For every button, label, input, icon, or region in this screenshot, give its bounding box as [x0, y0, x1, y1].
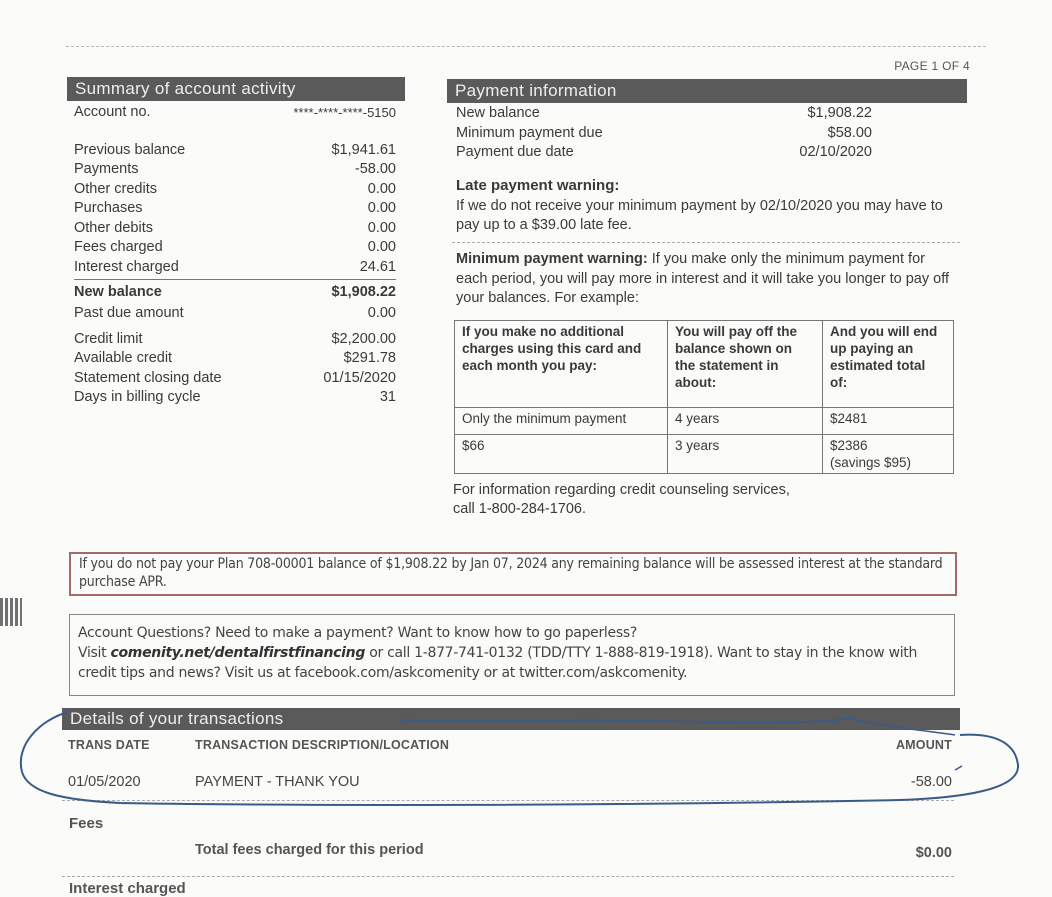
row-value: 0.00	[367, 305, 396, 321]
credit-row	[74, 388, 396, 408]
row-value: $1,908.22	[807, 105, 872, 121]
payment-row	[456, 124, 872, 144]
top-divider	[66, 46, 986, 47]
credit-row	[74, 349, 396, 369]
past-due-row	[74, 304, 396, 324]
row-label: Other debits	[74, 219, 153, 236]
questions-line: Account Questions? Need to make a payment? Want to know how to go paperless?	[78, 625, 637, 641]
row-value: 02/10/2020	[799, 144, 872, 160]
row-label: Previous balance	[74, 141, 186, 158]
row-value: 31	[379, 389, 396, 405]
row-label: Other credits	[74, 180, 157, 197]
visit-label: Visit	[78, 645, 111, 661]
account-value: ****-****-****-5150	[293, 105, 396, 120]
counseling-phone: call 1-800-284-1706.	[453, 501, 587, 517]
table-row	[455, 408, 954, 435]
late-payment-warning	[456, 176, 956, 236]
transactions-header: Details of your transactions	[62, 708, 960, 730]
credit-row	[74, 369, 396, 389]
row-value: 01/15/2020	[323, 369, 396, 386]
summary-row	[74, 160, 396, 180]
credit-counseling-info	[453, 481, 790, 519]
row-label: Purchases	[74, 200, 143, 216]
table-header: If you make no additional charges using this card and each month you pay:	[455, 321, 668, 408]
fees-heading: Fees	[69, 815, 104, 832]
row-label: Minimum payment due	[456, 124, 603, 141]
row-label: Interest charged	[74, 258, 179, 275]
summary-row	[74, 258, 396, 278]
row-value: -58.00	[354, 161, 396, 177]
savings-note: (savings $95)	[830, 455, 912, 470]
payment-row	[456, 104, 872, 124]
payment-row	[456, 143, 872, 163]
credit-row	[74, 330, 396, 350]
account-label: Account no.	[74, 104, 151, 120]
summary-row	[74, 219, 396, 239]
pen-tick-stroke	[955, 766, 962, 770]
row-value: $291.78	[343, 350, 396, 366]
summary-section	[74, 103, 396, 408]
table-cell: 4 years	[668, 408, 823, 435]
row-value: $2,200.00	[331, 330, 396, 347]
row-value: 0.00	[367, 200, 396, 216]
table-cell: 3 years	[668, 435, 823, 474]
row-label: Past due amount	[74, 305, 184, 321]
payment-info-header: Payment information	[447, 79, 967, 103]
interest-heading: Interest charged	[69, 880, 186, 897]
payment-info-section	[456, 104, 872, 163]
counseling-line: For information regarding credit counseling services,	[453, 482, 790, 498]
minimum-payment-warning	[456, 250, 956, 309]
table-header: You will pay off the balance shown on the statement in about:	[668, 321, 823, 408]
row-value: 0.00	[367, 180, 396, 197]
new-balance-row	[74, 279, 396, 304]
divider	[62, 800, 954, 801]
divider	[62, 876, 954, 877]
table-cell: $2481	[823, 408, 954, 435]
transaction-date: 01/05/2020	[68, 774, 141, 790]
row-label: Days in billing cycle	[74, 389, 201, 405]
row-value: $1,908.22	[331, 284, 396, 300]
row-label: New balance	[74, 284, 162, 300]
website-link[interactable]: comenity.net/dentalfirstfinancing	[110, 645, 366, 661]
payoff-estimate-table	[454, 320, 954, 474]
late-warning-title: Late payment warning:	[456, 177, 620, 194]
row-label: Statement closing date	[74, 369, 222, 386]
row-value: 0.00	[367, 239, 396, 255]
total-value: $2386	[830, 438, 868, 453]
min-warning-title: Minimum payment warning:	[456, 251, 648, 267]
plan-balance-notice: If you do not pay your Plan 708-00001 balance of $1,908.22 by Jan 07, 2024 any remaining balance will be assessed interest at the standard purchase APR.	[69, 552, 957, 596]
late-warning-text: If we do not receive your minimum payment by 02/10/2020 you may have to pay up to a $39.00 late fee.	[456, 197, 943, 233]
column-header-description: TRANSACTION DESCRIPTION/LOCATION	[195, 738, 450, 752]
table-row	[455, 435, 954, 474]
summary-header: Summary of account activity	[67, 77, 405, 101]
summary-row	[74, 141, 396, 161]
summary-row	[74, 180, 396, 200]
divider	[452, 242, 960, 243]
table-header-row	[455, 321, 954, 408]
min-warning-text: If you make only the minimum payment for each period, you will pay more in interest and it will take you longer to pay off your balances. For example:	[456, 251, 949, 306]
page-indicator: PAGE 1 OF 4	[894, 59, 970, 73]
fees-total-value: $0.00	[915, 845, 952, 861]
account-number-row	[74, 103, 396, 123]
row-value: 0.00	[367, 219, 396, 236]
row-label: Credit limit	[74, 330, 143, 347]
row-label: Available credit	[74, 350, 173, 366]
column-header-date: TRANS DATE	[68, 738, 150, 752]
table-cell: Only the minimum payment	[455, 408, 668, 435]
transaction-amount: -58.00	[910, 774, 952, 790]
contact-info: or call 1-877-741-0132 (TDD/TTY 1-888-819-1918). Want to stay in the know with credit tips and news? Visit us at facebook.com/askcomenity or at twitter.com/askcomenity.	[78, 645, 918, 681]
account-questions-box	[69, 614, 955, 696]
table-header: And you will end up paying an estimated total of:	[823, 321, 954, 408]
summary-row	[74, 199, 396, 219]
transaction-description: PAYMENT - THANK YOU	[195, 774, 360, 790]
row-label: Payment due date	[456, 144, 574, 160]
table-cell	[823, 435, 954, 474]
row-label: Fees charged	[74, 239, 163, 255]
row-value: 24.61	[359, 258, 396, 275]
fees-total-label: Total fees charged for this period	[195, 842, 424, 858]
row-label: Payments	[74, 161, 139, 177]
table-cell: $66	[455, 435, 668, 474]
barcode-icon	[0, 598, 22, 626]
row-label: New balance	[456, 105, 540, 121]
row-value: $58.00	[827, 124, 872, 141]
column-header-amount: AMOUNT	[895, 738, 952, 752]
row-value: $1,941.61	[331, 141, 396, 158]
summary-row	[74, 238, 396, 258]
